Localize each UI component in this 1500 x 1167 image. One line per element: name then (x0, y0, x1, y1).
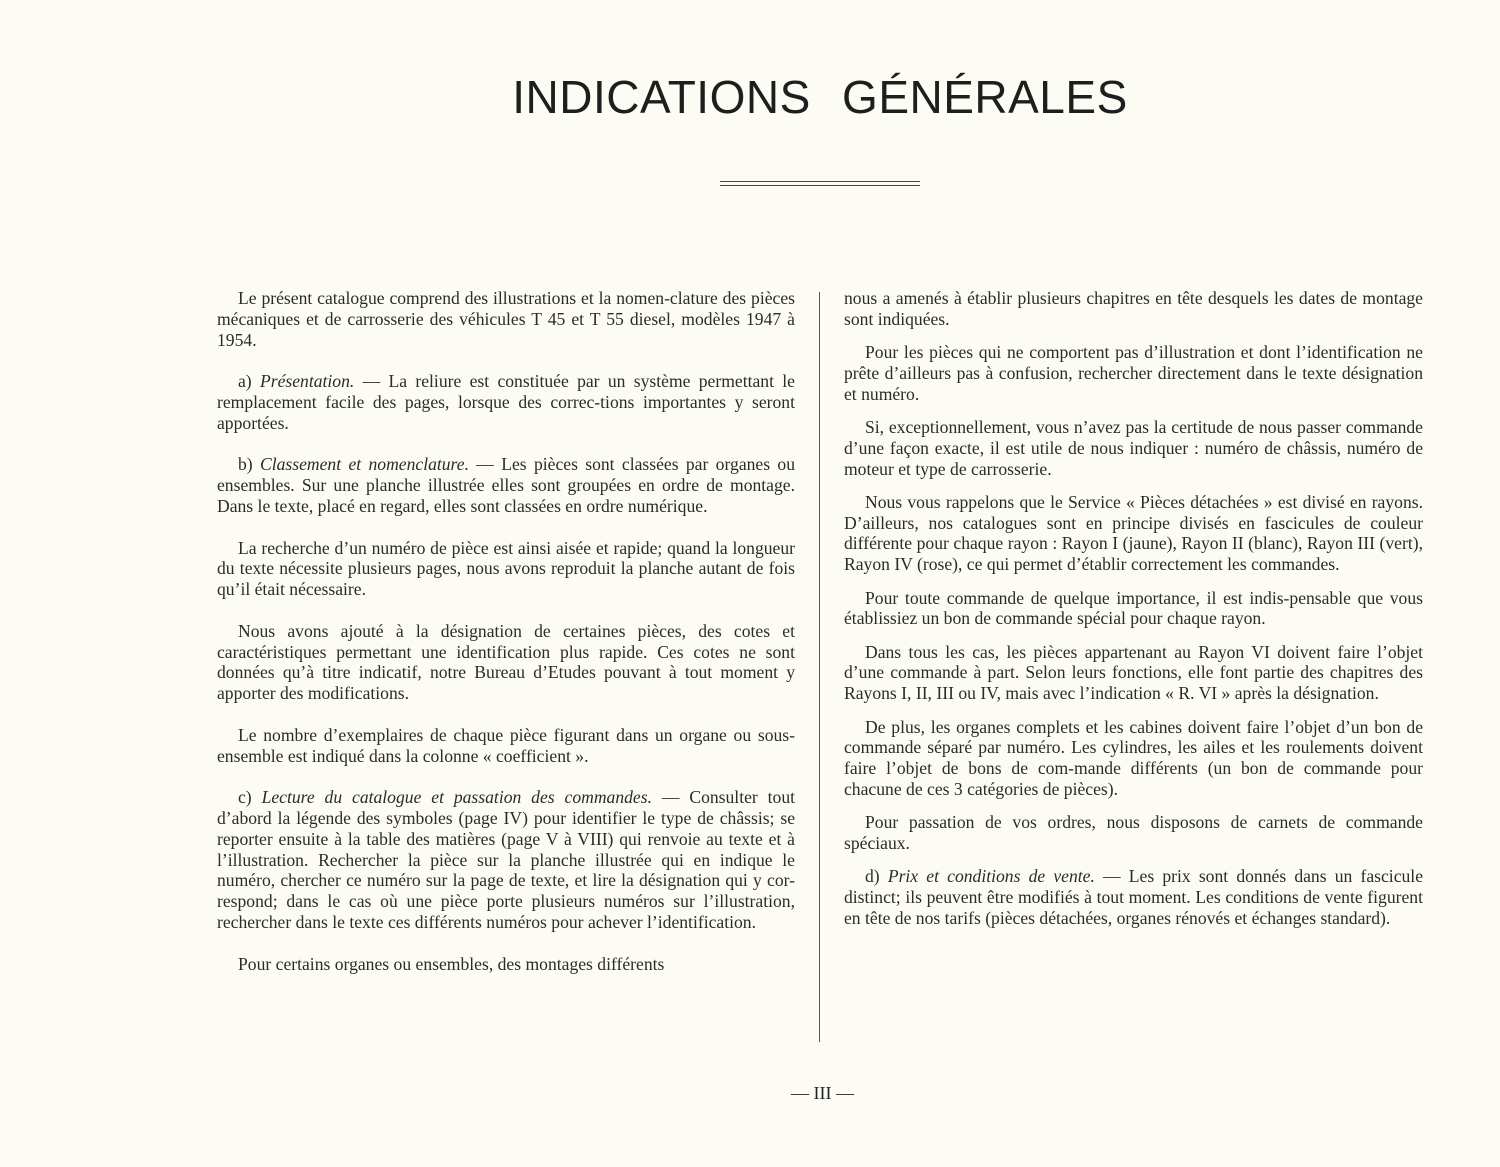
column-divider (819, 292, 820, 1042)
section-heading-presentation: Présentation. (259, 371, 355, 392)
paragraph-prix: d) Prix et conditions de vente. — Les prix sont donnés dans un fascicule distinct; ils peuvent être modifiés à tout moment. Les conditions de vente figurent en tête de nos tarifs (pièces détachées, organes rénovés et échanges standard). (844, 866, 1423, 928)
paragraph-recherche: La recherche d’un numéro de pièce est ainsi aisée et rapide; quand la longueur du texte nécessite plusieurs pages, nous avons reproduit la planche autant de fois qu’il était nécessaire. (217, 537, 795, 600)
section-heading-prix: Prix et conditions de vente. (887, 866, 1095, 887)
page-title: INDICATIONS GÉNÉRALES (512, 71, 1128, 123)
right-column (844, 288, 1423, 941)
paragraph-carnets: Pour passation de vos ordres, nous disposons de carnets de commande spéciaux. (844, 812, 1423, 854)
section-heading-classement: Classement et nomenclature. (260, 454, 469, 475)
paragraph-bon-special: Pour toute commande de quelque importance, il est indis-pensable que vous établissiez un bon de commande spécial pour chaque rayon. (844, 587, 1423, 629)
paragraph-classement: b) Classement et nomenclature. — Les pièces sont classées par organes ou ensembles. Sur une planche illustrée elles sont groupées en ordre de montage. Dans le texte, placé en regard, elles sont classées en ordre numérique. (217, 454, 796, 516)
paragraph-chapitres: nous a amenés à établir plusieurs chapitres en tête desquels les dates de montage sont indiquées. (844, 288, 1423, 329)
title-underline (720, 181, 920, 186)
paragraph-intro: Le présent catalogue comprend des illustrations et la nomen-clature des pièces mécaniques et de carrosserie des véhicules T 45 et T 55 diesel, modèles 1947 à 1954. (217, 288, 795, 350)
paragraph-rayon-vi: Dans tous les cas, les pièces appartenant au Rayon VI doivent faire l’objet d’une commande à part. Selon leurs fonctions, elle font partie des chapitres des Rayons I, II, III ou IV, mais avec l’indication « R. VI » après la désignation. (844, 641, 1423, 704)
paragraph-montages: Pour certains organes ou ensembles, des montages différents (238, 953, 665, 974)
paragraph-cotes: Nous avons ajouté à la désignation de certaines pièces, des cotes et caractéristiques permettant une identification plus rapide. Ces cotes ne sont données qu’à titre indicatif, notre Bureau d’Etudes pouvant à tout moment y apporter des modifications. (217, 620, 795, 704)
page-number: — III — (791, 1083, 854, 1103)
paragraph-presentation: a) Présentation. — La reliure est constituée par un système permettant le remplacement facile des pages, lorsque des correc-tions importantes y seront apportées. (217, 371, 795, 433)
paragraph-certitude: Si, exceptionnellement, vous n’avez pas la certitude de nous passer commande d’une façon exacte, il est utile de nous indiquer : numéro de châssis, numéro de moteur et type de carrosserie. (844, 416, 1423, 479)
paragraph-organes-complets: De plus, les organes complets et les cabines doivent faire l’objet d’un bon de commande séparé par numéro. Les cylindres, les ailes et les roulements doivent faire l’objet de bons de com-mande différents (un bon de commande pour chacune de ces 3 catégories de pièces). (844, 716, 1423, 799)
paragraph-lecture: c) Lecture du catalogue et passation des commandes. — Consulter tout d’abord la légende des symboles (page IV) pour identifier le type de châssis; se reporter ensuite à la table des matières (page V à VIII) qui renvoie au texte et à l’illustration. Rechercher la pièce sur la planche illustrée qui en indique le numéro, chercher ce numéro sur la page de texte, et lire la désignation qui y cor-respond; dans le cas où une pièce porte plusieurs numéros sur l’illustration, rechercher dans le texte ces différents numéros pour achever l’identification. (217, 787, 796, 932)
paragraph-rayons: Nous vous rappelons que le Service « Pièces détachées » est divisé en rayons. D’ailleurs, nos catalogues sont en principe divisés en fascicules de couleur différente pour chaque rayon : Rayon I (jaune), Rayon II (blanc), Rayon III (vert), Rayon IV (rose), ce qui permet d’établir correctement les commandes. (844, 491, 1423, 575)
paragraph-sans-illustration: Pour les pièces qui ne comportent pas d’illustration et dont l’identification ne prête d’ailleurs pas à confusion, rechercher directement dans le texte désignation et numéro. (844, 342, 1423, 404)
paragraph-coefficient: Le nombre d’exemplaires de chaque pièce figurant dans un organe ou sous-ensemble est indiqué dans la colonne « coefficient ». (217, 724, 795, 766)
left-column (217, 288, 795, 995)
section-heading-lecture: Lecture du catalogue et passation des commandes. (261, 787, 652, 808)
